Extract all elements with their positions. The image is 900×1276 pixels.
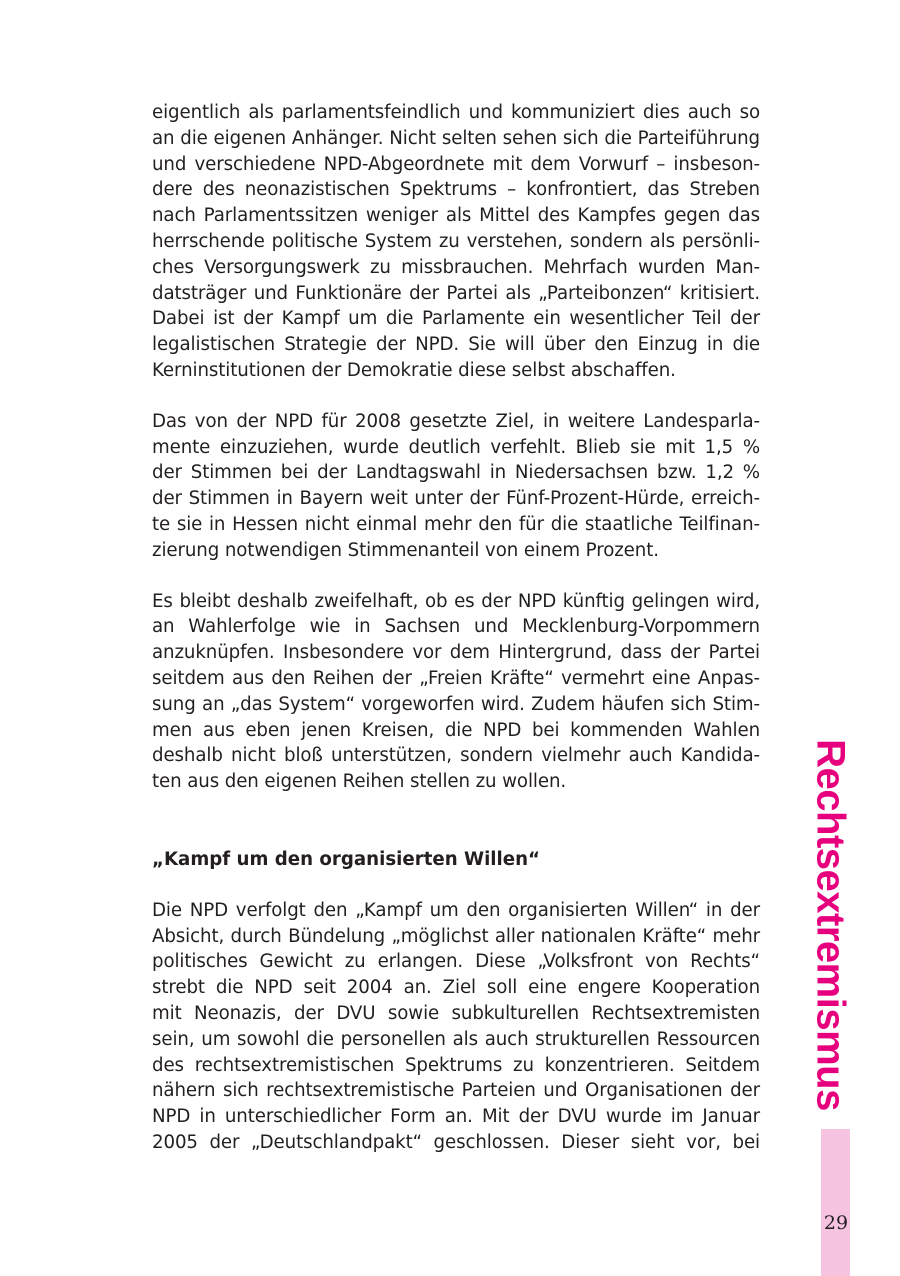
paragraph-2-line: der Stimmen in Bayern weit unter der Fünf-Prozent-Hürde, erreich- <box>152 488 760 510</box>
paragraph-4-line: sein, um sowohl die personellen als auch strukturellen Ressourcen <box>152 1028 760 1050</box>
paragraph-1-line: herrschende politische System zu verstehen, sondern als persönli- <box>152 230 760 252</box>
paragraph-spacer <box>152 384 760 409</box>
paragraph-1-line: ches Versorgungswerk zu missbrauchen. Mehrfach wurden Man- <box>152 256 760 278</box>
paragraph-1-line: Kerninstitutionen der Demokratie diese selbst abschaffen. <box>152 359 676 381</box>
paragraph-4-line: 2005 der „Deutschlandpakt“ geschlossen. Dieser sieht vor, bei <box>152 1131 760 1153</box>
paragraph-3 <box>152 589 760 795</box>
section-spacer <box>152 795 760 847</box>
paragraph-4-line: politisches Gewicht zu erlangen. Diese „Volksfront von Rechts“ <box>152 951 760 973</box>
paragraph-3-line: Es bleibt deshalb zweifelhaft, ob es der NPD künftig gelingen wird, <box>152 590 760 612</box>
paragraph-1-line: legalistischen Strategie der NPD. Sie will über den Einzug in die <box>152 334 760 356</box>
paragraph-1-line: Dabei ist der Kampf um die Parlamente ein wesentlicher Teil der <box>152 308 760 330</box>
paragraph-3-line: deshalb nicht bloß unterstützen, sondern vielmehr auch Kandida- <box>152 745 760 767</box>
paragraph-4-line: Absicht, durch Bündelung „möglichst aller nationalen Kräfte“ mehr <box>152 925 760 947</box>
paragraph-1-line: an die eigenen Anhänger. Nicht selten sehen sich die Parteiführung <box>152 127 760 149</box>
paragraph-1-line: eigentlich als parlamentsfeindlich und kommuniziert dies auch so <box>152 102 760 123</box>
chapter-tab-marker <box>821 1129 850 1276</box>
paragraph-4-line: mit Neonazis, der DVU sowie subkulturellen Rechtsextremisten <box>152 1002 760 1024</box>
section-side-title-text: Rechtsextremismus <box>808 739 853 1111</box>
paragraph-4-line: strebt die NPD seit 2004 an. Ziel soll eine engere Kooperation <box>152 977 760 999</box>
paragraph-4 <box>152 898 760 1156</box>
paragraph-spacer <box>152 873 760 898</box>
page-number: 29 <box>823 1212 849 1234</box>
paragraph-2-line: der Stimmen bei der Landtagswahl in Niedersachsen bzw. 1,2 % <box>152 462 760 484</box>
paragraph-1 <box>152 100 760 384</box>
paragraph-3-line: sung an „das System“ vorgeworfen wird. Zudem häufen sich Stim- <box>152 693 760 715</box>
paragraph-3-line: ten aus den eigenen Reihen stellen zu wollen. <box>152 771 567 793</box>
paragraph-1-line: datsträger und Funktionäre der Partei als „Parteibonzen“ kritisiert. <box>152 282 760 304</box>
paragraph-3-line: anzuknüpfen. Insbesondere vor dem Hintergrund, dass der Partei <box>152 642 760 664</box>
paragraph-2-line: Das von der NPD für 2008 gesetzte Ziel, in weitere Landesparla- <box>152 410 760 432</box>
paragraph-2 <box>152 409 760 564</box>
paragraph-1-line: und verschiedene NPD-Abgeordnete mit dem Vorwurf – insbeson- <box>152 153 760 175</box>
section-side-title <box>805 739 855 1111</box>
paragraph-4-line: Die NPD verfolgt den „Kampf um den organisierten Willen“ in der <box>152 899 760 921</box>
paragraph-2-line: zierung notwendigen Stimmenanteil von einem Prozent. <box>152 539 659 561</box>
paragraph-3-line: seitdem aus den Reihen der „Freien Kräfte“ vermehrt eine Anpas- <box>152 667 760 689</box>
paragraph-4-line: des rechtsextremistischen Spektrums zu konzentrieren. Seitdem <box>152 1054 760 1076</box>
paragraph-4-line: nähern sich rechtsextremistische Parteien und Organisationen der <box>152 1080 760 1102</box>
paragraph-spacer <box>152 564 760 589</box>
paragraph-1-line: nach Parlamentssitzen weniger als Mittel des Kampfes gegen das <box>152 205 760 227</box>
paragraph-2-line: te sie in Hessen nicht einmal mehr den für die staatliche Teilfinan- <box>152 513 760 535</box>
paragraph-1-line: dere des neonazistischen Spektrums – konfrontiert, das Streben <box>152 179 760 201</box>
page-body <box>152 100 760 1156</box>
paragraph-3-line: an Wahlerfolge wie in Sachsen und Mecklenburg-Vorpommern <box>152 616 760 638</box>
section-heading: „Kampf um den organisierten Willen“ <box>152 848 541 870</box>
paragraph-2-line: mente einzuziehen, wurde deutlich verfehlt. Blieb sie mit 1,5 % <box>152 436 760 458</box>
paragraph-3-line: men aus eben jenen Kreisen, die NPD bei kommenden Wahlen <box>152 719 760 741</box>
paragraph-4-line: NPD in unterschiedlicher Form an. Mit der DVU wurde im Januar <box>152 1106 760 1128</box>
